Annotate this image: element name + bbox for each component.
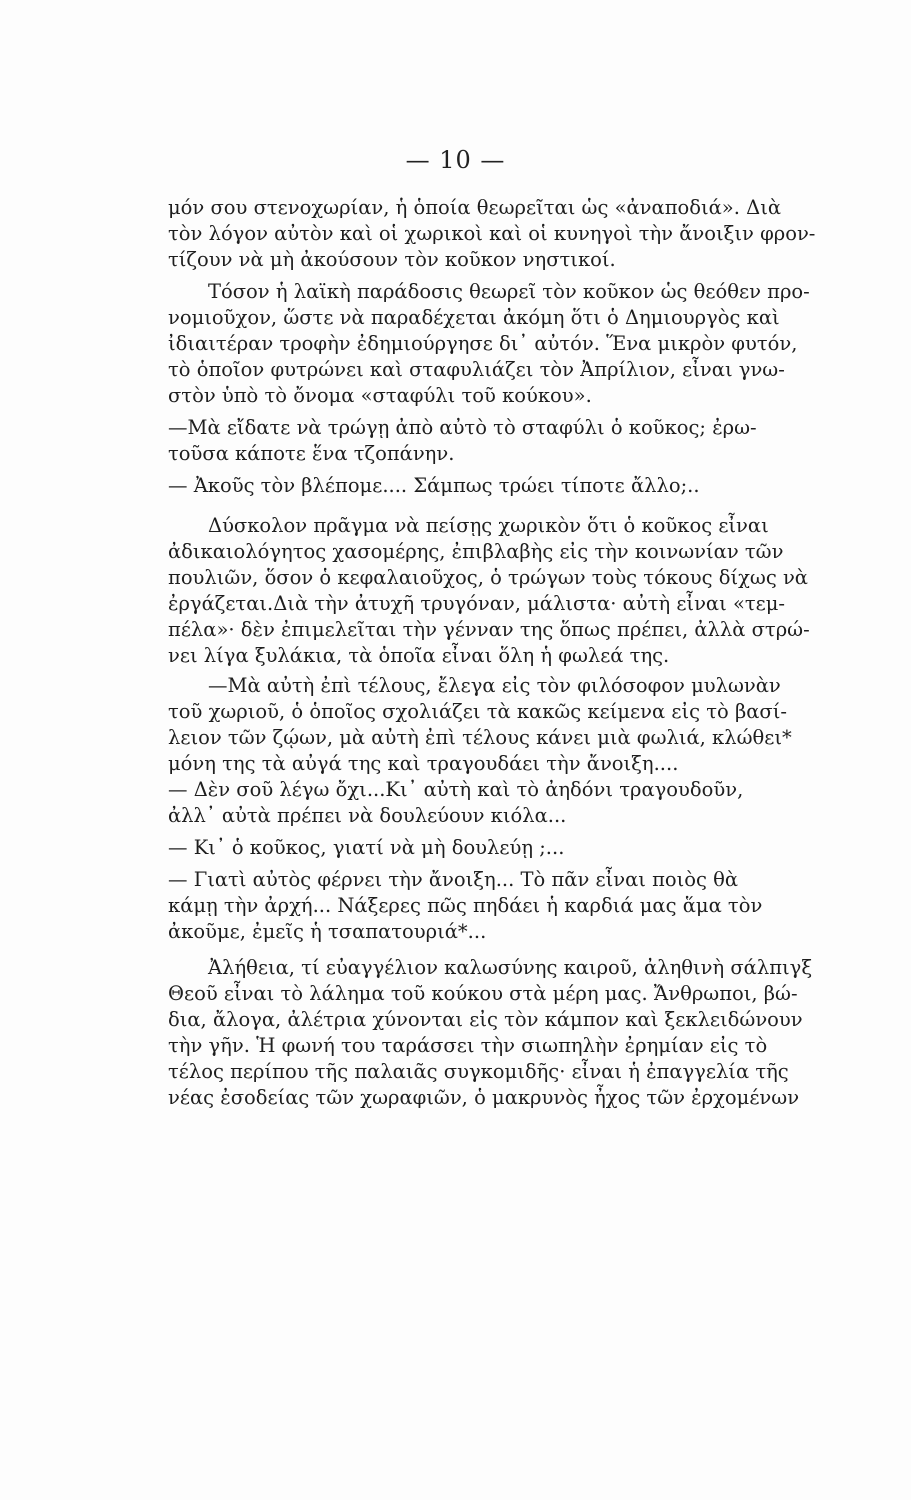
text-line: δια, ἄλογα, ἀλέτρια χύνονται εἰς τὸν κάμπον καὶ ξεκλειδώνουν [168, 1008, 803, 1031]
text-line: —Μὰ εἴδατε νὰ τρώγῃ ἀπὸ αὐτὸ τὸ σταφύλι ὁ κοῦκος; ἐρω- [168, 416, 757, 439]
text-line: νομιοῦχον, ὥστε νὰ παραδέχεται ἀκόμη ὅτι ὁ Δημιουργὸς καὶ [168, 306, 780, 329]
text-line: τὸν λόγον αὐτὸν καὶ οἱ χωρικοὶ καὶ οἱ κυνηγοὶ τὴν ἄνοιξιν φρον- [168, 222, 816, 245]
text-line: Ἀλήθεια, τί εὐαγγέλιον καλωσύνης καιροῦ, ἀληθινὴ σάλπιγξ [208, 956, 813, 979]
text-line: τοῦσα κάποτε ἕνα τζοπάνην. [168, 442, 455, 465]
text-line: ἀδικαιολόγητος χασομέρης, ἐπιβλαβὴς εἰς τὴν κοινωνίαν τῶν [168, 540, 784, 563]
text-line: ἐργάζεται.Διὰ τὴν ἀτυχῆ τρυγόναν, μάλιστα· αὐτὴ εἶναι «τεμ- [168, 592, 786, 615]
text-line: στὸν ὑπὸ τὸ ὄνομα «σταφύλι τοῦ κούκου». [168, 384, 592, 407]
text-line: λειον τῶν ζῴων, μὰ αὐτὴ ἐπὶ τέλους κάνει μιὰ φωλιά, κλώθει* [168, 726, 792, 749]
text-line: μόν σου στενοχωρίαν, ἡ ὁποία θεωρεῖται ὡς «ἀναποδιά». Διὰ [168, 196, 782, 219]
text-line: τὸ ὁποῖον φυτρώνει καὶ σταφυλιάζει τὸν Ἀπρίλιον, εἶναι γνω- [168, 358, 785, 381]
text-line: ἀλλ᾽ αὐτὰ πρέπει νὰ δουλεύουν κιόλα... [168, 804, 567, 827]
text-line: — Ἀκοῦς τὸν βλέπομε.... Σάμπως τρώει τίποτε ἄλλο;.. [168, 474, 700, 497]
text-line: τοῦ χωριοῦ, ὁ ὁποῖος σχολιάζει τὰ κακῶς κείμενα εἰς τὸ βασί- [168, 700, 787, 723]
text-line: τέλος περίπου τῆς παλαιᾶς συγκομιδῆς· εἶναι ἡ ἐπαγγελία τῆς [168, 1060, 789, 1083]
text-line: — Γιατὶ αὐτὸς φέρνει τὴν ἄνοιξη... Τὸ πᾶν εἶναι ποιὸς θὰ [168, 868, 739, 891]
text-line: τίζουν νὰ μὴ ἀκούσουν τὸν κοῦκον νηστικοί. [168, 248, 616, 271]
text-line: Θεοῦ εἶναι τὸ λάλημα τοῦ κούκου στὰ μέρη μας. Ἄνθρωποι, βώ- [168, 982, 798, 1005]
text-line: ἰδιαιτέραν τροφὴν ἐδημιούργησε δι᾽ αὐτόν. Ἕνα μικρὸν φυτόν, [168, 332, 798, 355]
page-number: — 10 — [405, 146, 506, 174]
text-line: νέας ἐσοδείας τῶν χωραφιῶν, ὁ μακρυνὸς ἦχος τῶν ἐρχομένων [168, 1086, 800, 1109]
text-line: Δύσκολον πρᾶγμα νὰ πείσῃς χωρικὸν ὅτι ὁ κοῦκος εἶναι [208, 514, 769, 537]
text-line: πέλα»· δὲν ἐπιμελεῖται τὴν γένναν της ὅπως πρέπει, ἀλλὰ στρώ- [168, 618, 810, 641]
text-line: Τόσον ἡ λαϊκὴ παράδοσις θεωρεῖ τὸν κοῦκον ὡς θεόθεν προ- [208, 280, 810, 303]
text-line: τὴν γῆν. Ἡ φωνή του ταράσσει τὴν σιωπηλὴν ἐρημίαν εἰς τὸ [168, 1034, 768, 1057]
text-line: —Μὰ αὐτὴ ἐπὶ τέλους, ἔλεγα εἰς τὸν φιλόσοφον μυλωνὰν [208, 674, 781, 697]
text-line: κάμῃ τὴν ἀρχή... Νάξερες πῶς πηδάει ἡ καρδιά μας ἅμα τὸν [168, 894, 763, 917]
text-line: — Δὲν σοῦ λέγω ὄχι...Κι᾽ αὐτὴ καὶ τὸ ἀηδόνι τραγουδοῦν, [168, 778, 744, 801]
text-line: πουλιῶν, ὅσον ὁ κεφαλαιοῦχος, ὁ τρώγων τοὺς τόκους δίχως νὰ [168, 566, 808, 589]
text-line: νει λίγα ξυλάκια, τὰ ὁποῖα εἶναι ὅλη ἡ φωλεά της. [168, 644, 670, 667]
text-line: — Κι᾽ ὁ κοῦκος, γιατί νὰ μὴ δουλεύῃ ;... [168, 836, 565, 859]
text-line: ἀκοῦμε, ἐμεῖς ἡ τσαπατουριά*... [168, 920, 487, 943]
text-line: μόνη της τὰ αὐγά της καὶ τραγουδάει τὴν ἄνοιξη.... [168, 752, 679, 775]
